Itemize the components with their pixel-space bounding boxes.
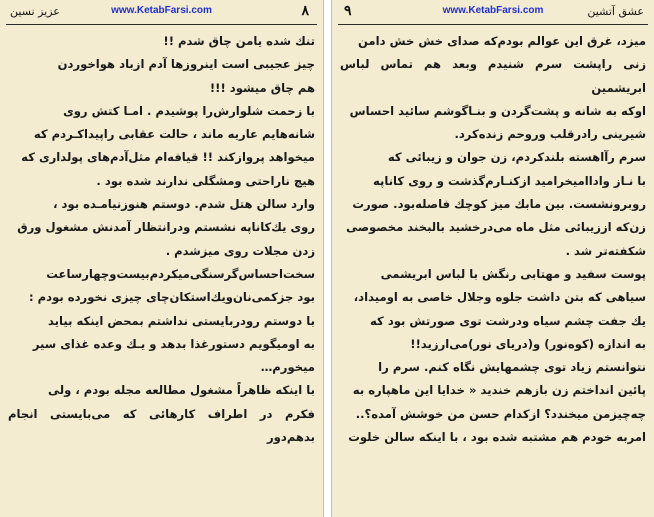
text-line: زدن مجلات روی میزشدم . (165, 243, 315, 258)
page-number: ۸ (301, 3, 309, 19)
text-line: زنی راپشت سرم شنیدم وبعد هم تماس لباس ابریشمین (340, 57, 646, 95)
text-line: وارد سالن هتل شدم. دوستم هنوزنیامـده بود ، (53, 197, 315, 212)
text-line: اوکه به شانه و پشت‌گردن و بنـاگوشم سائید احساس (349, 103, 646, 118)
page-body-text (340, 30, 646, 449)
text-line: پائین انداختم زن بازهم خندید « خدایا این ماهپاره به (352, 383, 646, 398)
text-line: با نـاز واداامیخرامید ازکنـارم‌گذشت و روی کاناپه (372, 173, 646, 188)
text-line: امربه خودم هم مشتبه شده بود ، با اینکه سالن خلوت (348, 430, 646, 445)
text-line: سیاهی که بتن داشت جلوه وجلال خاصی به اوميداد، (353, 290, 646, 305)
text-line: هم چاق میشود !!! (209, 80, 315, 95)
text-line: سخت‌احساس‌گرسنگی‌میکردم‌بیست‌وچهارساعت (46, 266, 315, 281)
text-line: روبرونشست. بین مابك میز کوچك فاصله‌بود. صورت (352, 197, 646, 212)
text-line: یك جفت چشم سیاه ودرشت توی صورتش بود که (370, 313, 646, 328)
text-line: با زحمت شلوارش‌را پوشیدم . امـا کتش روی (63, 103, 315, 118)
site-watermark: www.KetabFarsi.com (111, 5, 212, 16)
page-header (338, 2, 648, 25)
text-line: شانه‌هایم عاریه ماند ، حالت عقابی راپیداکـردم که (33, 127, 315, 142)
running-title: عشق آتشین (587, 5, 644, 18)
text-line: پوست سفید و مهتابی رنگش با لباس ابریشمی (380, 266, 646, 281)
text-line: به اندازه (کوه‌نور) و(دریای نور)می‌ارزید!! (410, 336, 646, 351)
text-line: با اینکه ظاهراً مشغول مطالعه مجله بودم ، ولی (48, 383, 315, 398)
text-line: روی یك‌کاناپه نشستم ودرانتظار آمدنش مشغول ورق (17, 220, 315, 235)
left-page (0, 0, 324, 517)
text-line: شیرینی رادرقلب وروحم زنده‌کرد. (454, 127, 646, 142)
text-line: سرم رآاهسته بلندکردم، زن جوان و زیبائی که (387, 150, 646, 165)
text-line: میزد، غرق این عوالم بودم‌که صدای خش خش دامن (358, 34, 646, 48)
text-line: نتوانستم زیاد توی چشمهایش نگاه کنم. سرم را (378, 360, 646, 375)
text-line: چیز عجیبی است اینروزها آدم ازباد هواخوردن (57, 57, 315, 72)
page-number: ۹ (344, 3, 352, 19)
right-page (331, 0, 654, 517)
page-header (6, 2, 317, 25)
running-title: عزیز نسین (10, 5, 60, 18)
text-line: بود جز‌کمی‌نان‌ویك‌استکان‌چای‌ چیزی نخورده بودم : (28, 290, 315, 305)
text-line: چه‌چیزمن میخندد؟ ازکدام حسن من خوشش آمده؟.. (355, 406, 646, 421)
text-line: میخورم… (260, 360, 315, 375)
text-line: تنك شده یامن چاق شدم !! (163, 34, 315, 48)
text-line: میخواهد پروازکند !! قیافه‌ام مثل‌آدم‌های پولداری که (21, 150, 315, 165)
page-body-text (8, 30, 315, 449)
text-line: زن‌که اززیبائی مثل ماه می‌درخشید بالبخند مخصوصی (346, 220, 646, 235)
text-line: به اومیگویم دستورغذا بدهد و یـك وعده غذای سیر (32, 336, 315, 351)
text-line: هیچ ناراحتی ومشگلی ندارند شده بود . (96, 173, 315, 188)
text-line: فکرم در اطراف کارهائی که می‌بایستی انجام بدهم‌دور (8, 406, 315, 445)
text-line: شکفته‌تر شد . (565, 243, 646, 258)
page-gutter (324, 0, 331, 517)
site-watermark: www.KetabFarsi.com (442, 5, 544, 16)
text-line: با دوستم رودربایستی نداشتم بمحض اینکه بیاید (47, 313, 315, 328)
